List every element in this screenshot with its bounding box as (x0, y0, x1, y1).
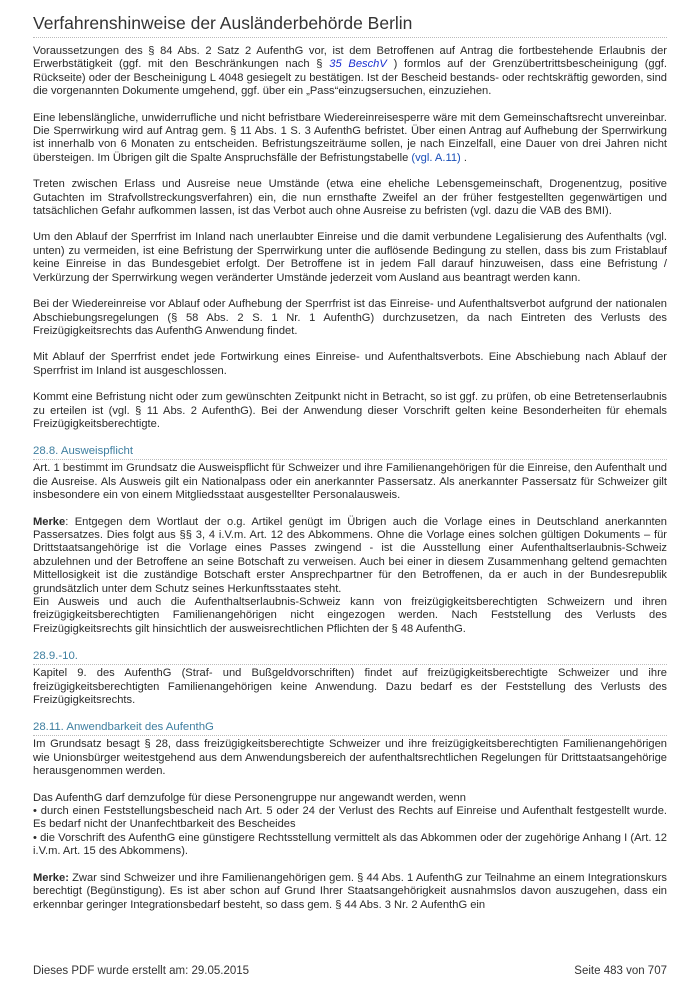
paragraph: Kapitel 9. des AufenthG (Straf- und Bußgeldvorschriften) findet auf freizügigkeitsberechtigte Schweizer und ihre freizügigkeitsberechtigten Familienangehörigen keine Anwendung. Dazu bedarf es der Feststellung des Verlusts des Freizügigkeitsrechts. (33, 667, 667, 707)
bullet-item: • die Vorschrift des AufenthG eine günstigere Rechtsstellung vermittelt als das Abkommen oder der zugehörige Anhang I (Art. 12 i.V.m. Art. 15 des Abkommens). (33, 831, 667, 858)
document-page (33, 12, 667, 912)
section-heading-28-11: 28.11. Anwendbarkeit des AufenthG (33, 720, 667, 736)
document-title: Verfahrenshinweise der Ausländerbehörde Berlin (33, 12, 667, 38)
page-number: Seite 483 von 707 (574, 965, 667, 977)
paragraph: Ein Ausweis und auch die Aufenthaltserlaubnis-Schweiz kann von freizügigkeitsberechtigten Schweizern und ihren freizügigkeitsberechtigten Familienangehörigen nicht eingezogen werden. Nach Feststellung des Verlusts des Freizügigkeitsrechts gilt hinsichtlich der ausweisrechtlichen Pflichten der § 48 AufenthG. (33, 596, 667, 635)
paragraph: Das AufenthG darf demzufolge für diese Personengruppe nur angewandt werden, wenn (33, 791, 466, 804)
paragraph-text: Zwar sind Schweizer und ihre Familienangehörigen gem. § 44 Abs. 1 AufenthG zur Teilnahme an einem Integrationskurs berechtigt (Begünstigung). Es ist aber schon auf Grund Ihrer Staatsangehörigkeit ausnahmslos davon auszugehen, dass ein erkennbar geringer Integrationsbedarf besteht, so dass gem. § 44 Abs. 3 Nr. 2 AufenthG ein (33, 871, 667, 911)
paragraph: Mit Ablauf der Sperrfrist endet jede Fortwirkung eines Einreise- und Aufenthaltsverbots. Eine Abschiebung nach Ablauf der Sperrfrist im Inland ist ausgeschlossen. (33, 351, 667, 377)
paragraph-text: Voraussetzungen des § 84 Abs. 2 Satz 2 AufenthG vor, ist dem Betroffenen auf Antrag die fortbestehende Erlaubnis der Erwerbstätigkeit (ggf. mit den Beschränkungen nach § (33, 45, 667, 71)
paragraph (33, 45, 667, 99)
paragraph-text: ) formlos auf der Grenzübertrittsbescheinigung (ggf. Rückseite) oder der Bescheinigung L 4048 gesiegelt zu bestätigen. Ist der Bescheid bestands- oder rechtskräftig geworden, sind die vorgenannten Dokumente umgehend, ggf. über ein „Pass“einzugsersuchen, einzuziehen. (33, 58, 667, 98)
section-heading-28-8: 28.8. Ausweispflicht (33, 444, 667, 460)
paragraph: Bei der Wiedereinreise vor Ablauf oder Aufhebung der Sperrfrist ist das Einreise- und Aufenthaltsverbot aufgrund der nationalen Abschiebungsregelungen (§ 58 Abs. 2 S. 1 Nr. 1 AufenthG) durchzusetzen, da nach Eintreten des Verlusts des Freizügigkeitsrechts das AufenthG Anwendung findet. (33, 298, 667, 337)
paragraph: Im Grundsatz besagt § 28, dass freizügigkeitsberechtigte Schweizer und ihre freizügigkeitsberechtigten Familienangehörigen wie Unionsbürger weitestgehend aus dem Anwendungsbereich der aufenthaltsrechtlichen Regelungen für Drittstaatsangehörige herausgenommen werden. (33, 738, 667, 778)
paragraph: Art. 1 bestimmt im Grundsatz die Ausweispflicht für Schweizer und ihre Familienangehörigen für die Einreise, den Aufenthalt und die Ausreise. Als Ausweis gilt ein Nationalpass oder ein anerkannter Passersatz. Als anerkannter Passersatz für Schweizer gilt insbesondere ein von einem Mitgliedsstaat ausgestellter Personalausweis. (33, 462, 667, 502)
merke-label: Merke (33, 515, 66, 528)
beschv-link[interactable]: 35 BeschV (329, 58, 387, 71)
paragraph-text: : Entgegen dem Wortlaut der o.g. Artikel genügt im Übrigen auch die Vorlage eines in Deutschland anerkannten Passersatzes. Dies folgt aus §§ 3, 4 i.V.m. Art. 12 des Abkommens. Ohne die Vorlage eines solchen gültigen Dokuments – für Drittstaatsangehörige ist die Vorlage eines Passes zwingend - ist die Ausstellung einer Aufenthaltserlaubnis-Schweiz abzulehnen und der Betroffene an seine Botschaft zu verweisen. Auch bei einer in diesem Zusammenhang geltend gemachten Mittellosigkeit ist die zuständige Botschaft erster Ansprechpartner für den Betroffenen, da er auch in der Bundesrepublik grundsätzlich unter dem Schutz seines Herkunftsstaates steht. (33, 515, 667, 595)
paragraph (33, 112, 667, 166)
section-heading-28-9-10: 28.9.-10. (33, 649, 667, 665)
paragraph: Treten zwischen Erlass und Ausreise neue Umstände (etwa eine eheliche Lebensgemeinschaft, Drogenentzug, positive Gutachten im Strafvollstreckungsverfahren) ein, die nun ernsthafte Zweifel an der früher festgestellten gegenwärtigen und tatsächlichen Gefahr aufkommen lassen, ist das Verbot auch ohne Ausreise zu befristen (vgl. dazu die VAB des BMI). (33, 178, 667, 218)
bullet-item: • durch einen Feststellungsbescheid nach Art. 5 oder 24 der Verlust des Rechts auf Einreise und Aufenthalt festgestellt wurde. Es bedarf nicht der Unanfechtbarkeit des Bescheides (33, 805, 667, 831)
creation-date: Dieses PDF wurde erstellt am: 29.05.2015 (33, 965, 250, 977)
reference-link-a11[interactable]: (vgl. A.11) (411, 151, 461, 164)
paragraph: Um den Ablauf der Sperrfrist im Inland nach unerlaubter Einreise und die damit verbundene Legalisierung des Aufenthalts (vgl. unten) zu vermeiden, ist eine Befristung der Sperrwirkung unter die auflösende Bedingung zu stellen, dass bis zum Fristablauf keine Einreise in das Bundesgebiet erfolgt. Der Betroffene ist in jedem Fall darauf hinzuweisen, dass eine Befristung / Verkürzung der Sperrwirkung wegen veränderter Umstände jederzeit vom Ausland aus beantragt werden kann. (33, 231, 667, 284)
merke-paragraph (33, 516, 667, 596)
merke-label: Merke: (33, 871, 69, 884)
paragraph: Kommt eine Befristung nicht oder zum gewünschten Zeitpunkt nicht in Betracht, so ist ggf. zu prüfen, ob eine Betretenserlaubnis zu erteilen ist (vgl. § 11 Abs. 2 AufenthG). Bei der Anwendung dieser Vorschrift gelten keine Besonderheiten für ehemals Freizügigkeitsberechtigte. (33, 391, 667, 430)
paragraph-text: Eine lebenslängliche, unwiderrufliche und nicht befristbare Wiedereinreisesperre wäre mit dem Gemeinschaftsrecht unvereinbar. Die Sperrwirkung wird auf Antrag gem. § 11 Abs. 1 S. 3 AufenthG befristet. Über einen Antrag auf Aufhebung der Sperrwirkung ist innerhalb von 6 Monaten zu entscheiden. Befristungszeiträume sollen, je nach Einzelfall, eine Dauer von drei Jahren nicht übersteigen. Im Übrigen gilt die Spalte Anspruchsfälle der Befristungstabelle (33, 111, 667, 164)
paragraph-text: . (463, 151, 467, 164)
merke-paragraph (33, 872, 667, 912)
